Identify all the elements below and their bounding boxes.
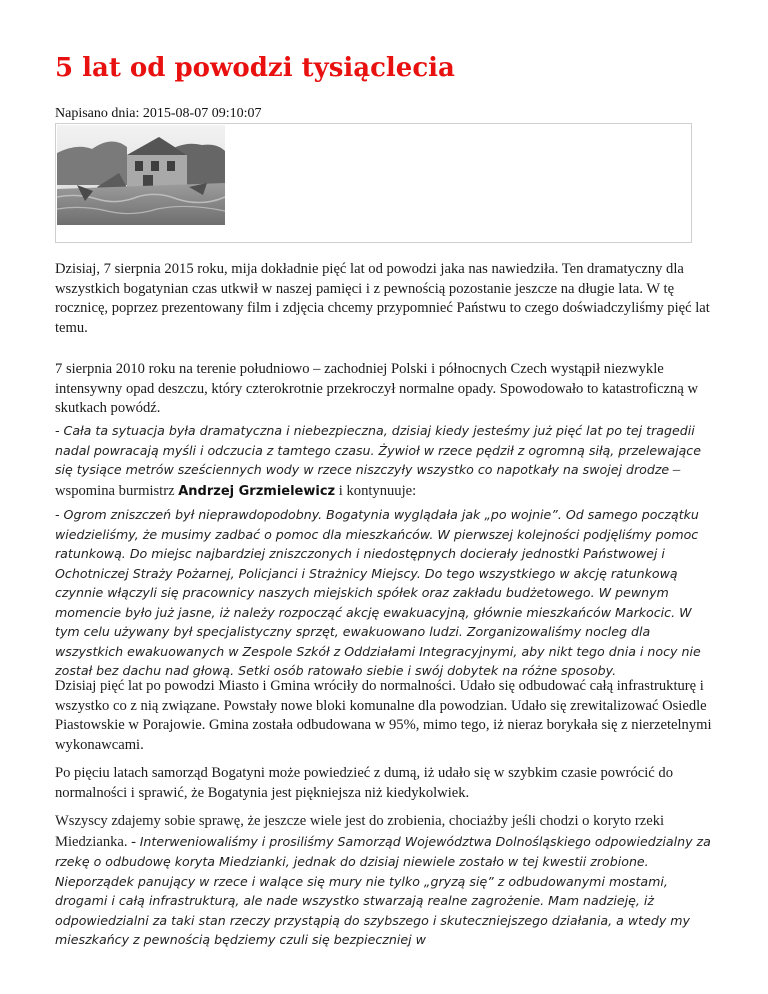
publish-date: Napisano dnia: 2015-08-07 09:10:07 (55, 106, 262, 121)
paragraph-mayor-quote (55, 421, 715, 501)
quote-attribution: – wspomina burmistrz (55, 462, 681, 499)
paragraph-rebuilding: Dzisiaj pięć lat po powodzi Miasto i Gmina wróciły do normalności. Udało się odbudować całą infrastrukturę i wszystko co z nią związane. Powstały nowe bloki komunalne dla powodzian. Udało się zrewitalizować Osiedle Piastowskie w Porajowie. Gmina została odbudowana w 95%, mimo tego, iż nieraz borykała się z nierzetelnymi wykonawcami. (55, 678, 712, 753)
paragraph-intro: Dzisiaj, 7 sierpnia 2015 roku, mija dokładnie pięć lat od powodzi jaka nas nawiedziła. Ten dramatyczny dla wszystkich bogatynian czas utkwił w naszej pamięci i z pewnością pozostanie jeszcze na długie lata. W tę rocznicę, poprzez prezentowany film i zdjęcia chcemy przypomnieć Państwu to czego doświadczyliśmy pięć lat temu. (55, 261, 710, 336)
flood-photo (57, 125, 225, 225)
mayor-quote-text: - Cała ta sytuacja była dramatyczna i niebezpieczna, dzisiaj kiedy jesteśmy już pięć lat po tej tragedii nadal powracają myśli i odczucia z tamtego czasu. Żywioł w rzece pędził z ogromną siłą, przelewające się tysiące metrów sześciennych wody w rzece niszczyły wszystko co napotkały na swojej drodze (55, 423, 701, 477)
paragraph-river (55, 811, 715, 950)
paragraph-rescue-quote: - Ogrom zniszczeń był nieprawdopodobny. Bogatynia wyglądała jak „po wojnie”. Od samego początku wiedzieliśmy, że musimy zadbać o pomoc dla mieszkańców. W pierwszej kolejności podjęliśmy pomoc ratunkową. Do miejsc najbardziej zniszczonych i niedostępnych docierały jednostki Państwowej i Ochotniczej Straży Pożarnej, Policjanci i Strażnicy Miejscy. Do tego wszystkiego w akcję ratunkową czynnie włączyli się pracownicy naszych miejskich spółek oraz zakładu budżetowego. W pewnym momencie było już jasne, iż należy rozpocząć akcję ewakuacyjną, głównie mieszkańców Markocic. W tym celu używany był specjalistyczny sprzęt, ewakuowano ludzi. Zorganizowaliśmy nocleg dla wszystkich ewakuowanych w Zespole Szkół z Oddziałami Integracyjnymi, aby nikt tego dnia i nocy nie został bez dachu nad głową. Setki osób ratowało siebie i swój dobytek na różne sposoby. (55, 507, 701, 678)
paragraph-flood-description (55, 360, 715, 419)
river-intro: Wszyscy zdajemy sobie sprawę, że jeszcze wiele jest do zrobienia, chociażby jeśli chodzi o koryto rzeki Miedzianka. - (55, 813, 665, 850)
article-title: 5 lat od powodzi tysiąclecia (55, 53, 455, 83)
mayor-name: Andrzej Grzmielewicz (178, 483, 336, 499)
image-frame (55, 123, 692, 243)
paragraph-flood-description-text: 7 sierpnia 2010 roku na terenie południowo – zachodniej Polski i północnych Czech wystąpił niezwykle intensywny opad deszczu, który czterokrotnie przekroczył normalne opady. Spowodowało to katastroficzną w skutkach powódź. (55, 361, 698, 416)
river-quote: Interweniowaliśmy i prosiliśmy Samorząd Województwa Dolnośląskiego odpowiedzialny za rzekę o odbudowę koryta Miedzianki, jednak do dzisiaj niewiele zostało w tej kwestii zrobione. Nieporządek panujący w rzece i walące się mury nie tylko „gryzą się” z odbudowanymi mostami, drogami i całą infrastrukturą, ale nade wszystko stwarzają realne zagrożenie. Mam nadzieję, iż odpowiedzialni za taki stan rzeczy przystąpią do szybszego i skuteczniejszego działania, a wtedy my mieszkańcy z pewnością będziemy czuli się bezpieczniej w (55, 833, 711, 947)
quote-continue: i kontynuuje: (335, 482, 417, 499)
paragraph-normality: Po pięciu latach samorząd Bogatyni może powiedzieć z dumą, iż udało się w szybkim czasie powrócić do normalności i sprawić, że Bogatynia jest piękniejsza niż kiedykolwiek. (55, 765, 674, 801)
